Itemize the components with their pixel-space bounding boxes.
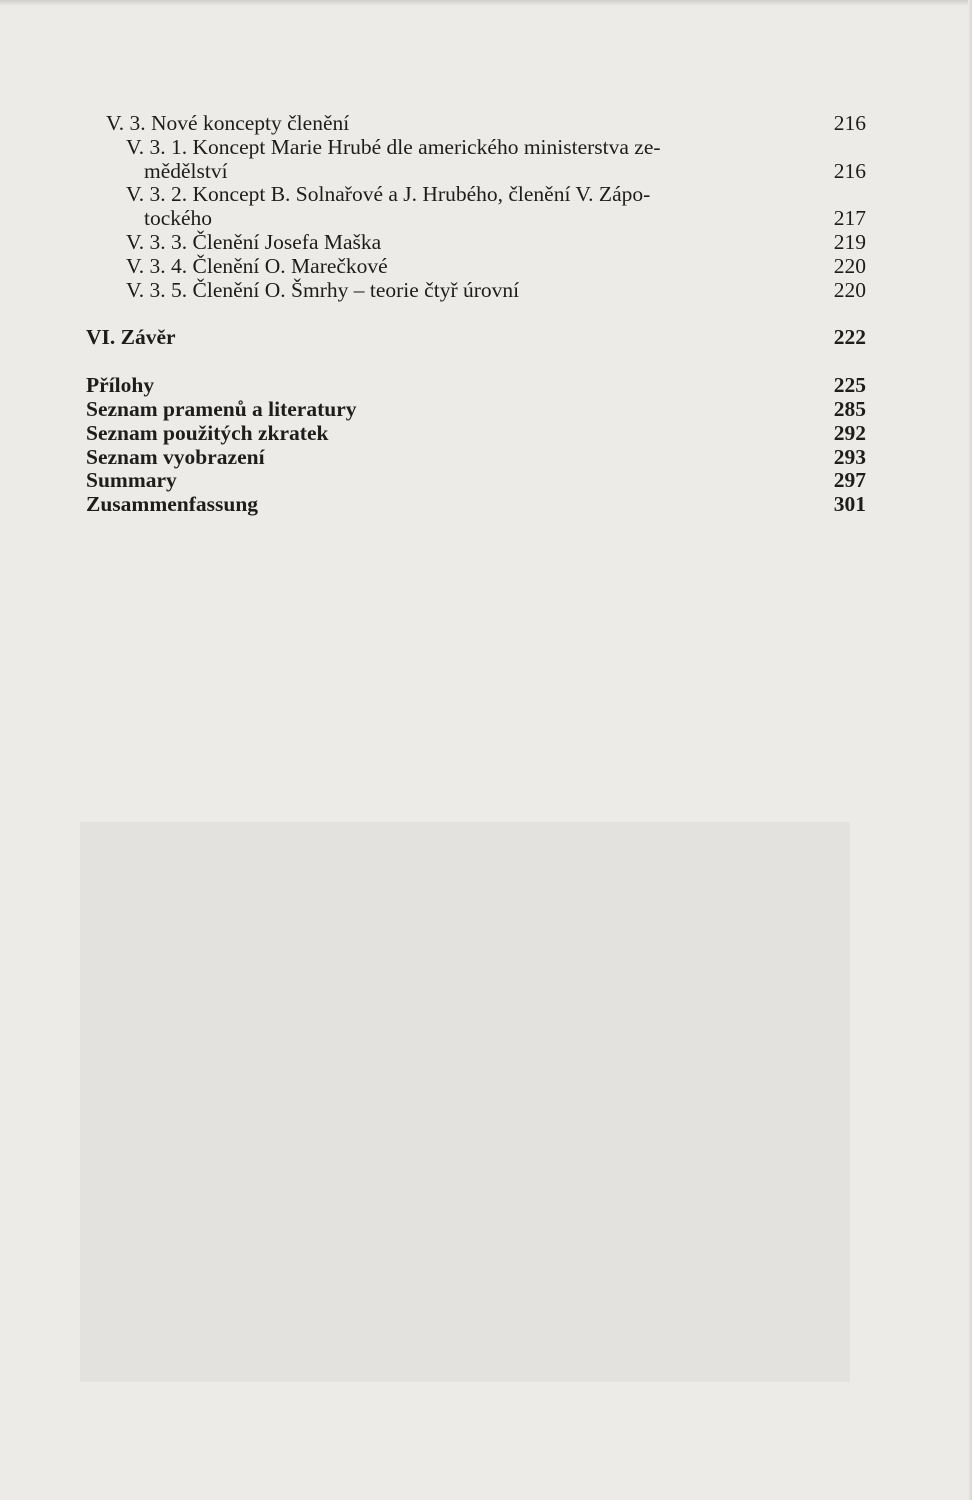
toc-entry [80,255,866,279]
toc-entry-title-line: V. 3. 1. Koncept Marie Hrubé dle amerického ministerstva ze- [126,134,661,159]
toc-entry-title: V. 3. 4. Členění O. Marečkové [126,253,388,278]
toc-appendix-entry [80,398,866,422]
toc-entry-page: 217 [833,206,866,231]
toc-entry-page: 216 [833,158,866,183]
toc-entry-title-continuation: tockého [144,206,213,231]
table-of-contents [80,112,866,517]
toc-appendix-entry [80,493,866,517]
toc-appendix-entry [80,446,866,470]
toc-entry-page: 216 [833,111,866,135]
toc-appendix-page: 297 [833,468,866,493]
toc-appendix-title: Seznam vyobrazení [86,444,265,469]
toc-appendix-entry [80,422,866,446]
toc-appendix-entry [80,469,866,493]
toc-entry [80,279,866,303]
toc-appendix-title: Zusammenfassung [86,492,259,517]
toc-entry-page: 220 [833,277,866,302]
toc-chapter-title: VI. Závěr [86,325,176,350]
toc-appendix-page: 285 [833,396,866,421]
toc-entry-title: V. 3. Nové koncepty členění [106,111,350,135]
toc-appendix-page: 293 [833,444,866,469]
section-spacer [80,302,866,326]
toc-appendix-page: 292 [833,420,866,445]
toc-appendix-title: Seznam použitých zkratek [86,420,329,445]
toc-entry-title-line: V. 3. 2. Koncept B. Solnařové a J. Hrubého, členění V. Zápo- [126,182,651,207]
toc-entry-title: V. 3. 3. Členění Josefa Maška [126,229,382,254]
toc-entry-page: 220 [833,253,866,278]
toc-entry-title: V. 3. 5. Členění O. Šmrhy – teorie čtyř úrovní [126,277,520,302]
toc-entry [80,231,866,255]
toc-appendix-page: 301 [833,492,866,517]
section-spacer [80,350,866,374]
toc-entry-title-continuation: mědělství [144,158,228,183]
toc-entry [80,112,866,136]
toc-appendix-title: Přílohy [86,373,155,398]
toc-appendix-page: 225 [833,373,866,398]
toc-appendix-entry [80,374,866,398]
toc-chapter-page: 222 [833,325,866,350]
page-top-edge [0,0,972,6]
toc-appendix-title: Seznam pramenů a literatury [86,396,357,421]
toc-entry [80,183,866,231]
toc-appendix-title: Summary [86,468,177,493]
reverse-side-image-shadow [80,822,850,1382]
toc-chapter-entry [80,326,866,350]
toc-entry-page: 219 [833,229,866,254]
page-right-edge [968,0,972,1500]
toc-entry [80,136,866,184]
